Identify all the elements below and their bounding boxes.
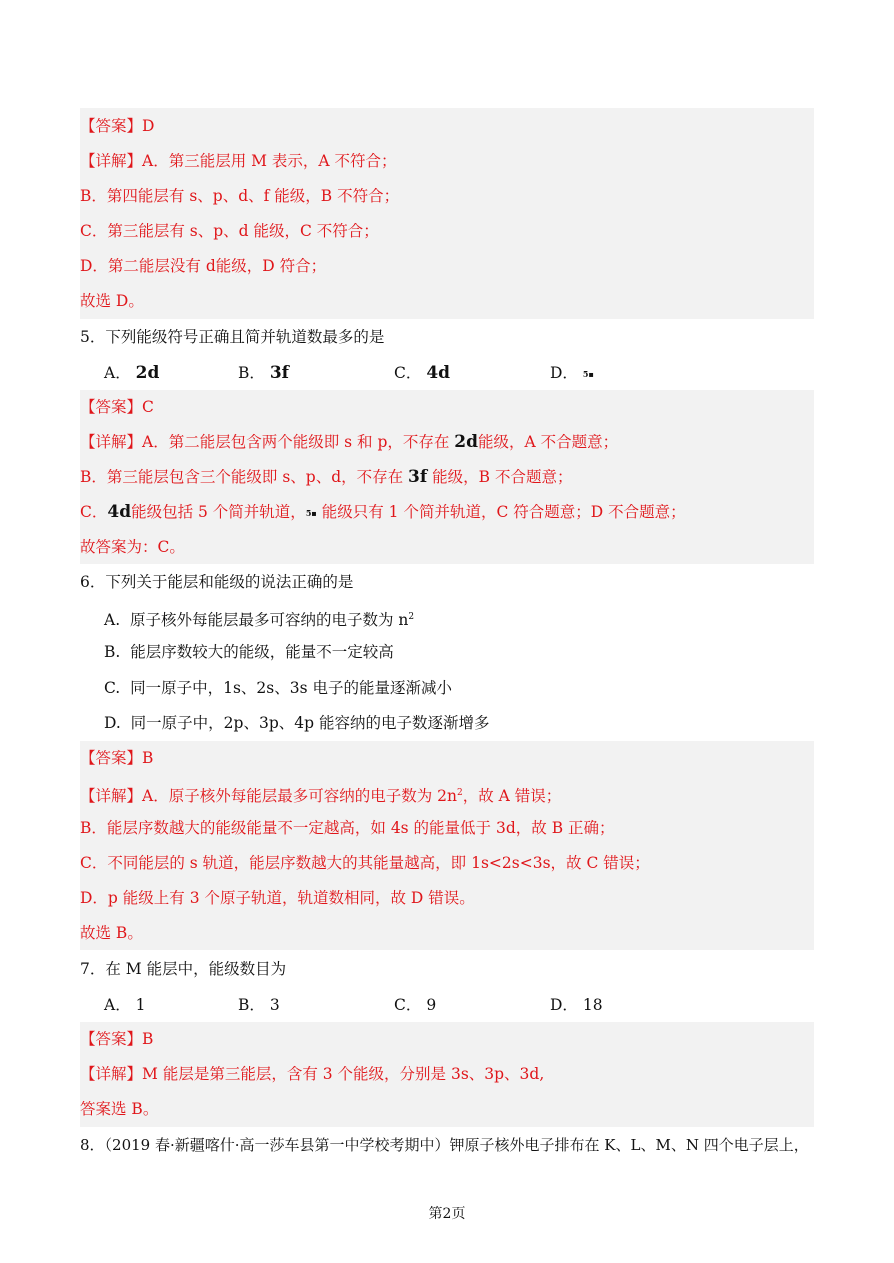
answer-value: B [142, 749, 154, 767]
q5-detail-line-3: C．4d能级包括 5 个简并轨道，5▪ 能级只有 1 个简并轨道，C 符合题意；D 不合题意； [80, 502, 686, 522]
detail-tag: 【详解】 [80, 152, 143, 170]
q6-option-a[interactable]: A. 原子核外每能层最多可容纳的电子数为 $n^2$ [104, 611, 415, 630]
q7-option-c[interactable]: C． 9 [394, 996, 437, 1014]
q5-option-d[interactable]: D． 5▪ [550, 364, 594, 382]
q7-option-d[interactable]: D． 18 [550, 996, 603, 1014]
q7-detail-line-1: 【详解】M 能层是第三能层，含有 3 个能级，分别是 3s、3p、3d, [80, 1065, 545, 1083]
answer-value: C [142, 398, 154, 416]
q6-detail-line-1: 【详解】A．原子核外每能层最多可容纳的电子数为 $2n^2$，故 A 错误； [80, 787, 562, 806]
q7-option-b[interactable]: B． 3 [238, 996, 280, 1014]
q6-option-b[interactable]: B. 能层序数较大的能级，能量不一定较高 [104, 643, 394, 661]
q7-conclusion: 答案选 B。 [80, 1100, 159, 1118]
q4-conclusion: 故选 D。 [80, 292, 144, 310]
q4-answer-block [80, 108, 814, 319]
q4-answer-line [80, 115, 154, 137]
answer-tag: 【答案】 [80, 117, 143, 135]
q6-conclusion: 故选 B。 [80, 924, 143, 942]
q4-detail-line-2: B．第四能层有 s、p、d、f 能级，B 不符合； [80, 187, 400, 205]
q6-option-c[interactable]: C. 同一原子中，1s、2s、3s 电子的能量逐渐减小 [104, 679, 452, 697]
q4-detail-line-3: C．第三能层有 s、p、d 能级，C 不符合； [80, 222, 379, 240]
q5-option-a[interactable]: A． 2d [104, 363, 160, 383]
q6-answer-block [80, 741, 814, 950]
page-number: 第2页 [428, 1206, 466, 1222]
answer-value: D [142, 117, 155, 135]
q4-detail-line-1: 【详解】A．第三能层用 M 表示，A 不符合； [80, 152, 397, 170]
q7-stem: 7．在 M 能层中，能级数目为 [80, 960, 287, 978]
q8-stem: 8．（2019 春·新疆喀什·高一莎车县第一中学校考期中）钾原子核外电子排布在 K、L、M、N 四个电子层上， [80, 1136, 809, 1154]
q6-option-d[interactable]: D. 同一原子中，2p、3p、4p 能容纳的电子数逐渐增多 [104, 714, 490, 732]
q6-detail-line-4: D．p 能级上有 3 个原子轨道，轨道数相同，故 D 错误。 [80, 889, 475, 907]
q5-option-b[interactable]: B． 3f [238, 363, 289, 383]
q5-answer-line: 【答案】C [80, 398, 154, 416]
q6-stem: 6．下列关于能层和能级的说法正确的是 [80, 573, 354, 591]
q5-stem: 5．下列能级符号正确且简并轨道数最多的是 [80, 328, 385, 346]
q7-answer-line: 【答案】B [80, 1030, 154, 1048]
q5-detail-line-2: B．第三能层包含三个能级即 s、p、d，不存在 3f 能级，B 不合题意； [80, 467, 573, 487]
q4-detail-line-4: D．第二能层没有 d能级，D 符合； [80, 257, 327, 275]
answer-value: B [142, 1030, 154, 1048]
q5-option-c[interactable]: C． 4d [394, 363, 451, 383]
q5-detail-line-1: 【详解】A．第二能层包含两个能级即 s 和 p，不存在 2d能级，A 不合题意； [80, 432, 619, 452]
q6-detail-line-2: B．能层序数越大的能级能量不一定越高，如 4s 的能量低于 3d，故 B 正确； [80, 819, 615, 837]
q6-detail-line-3: C．不同能层的 s 轨道，能层序数越大的其能量越高，即 1s<2s<3s，故 C 错误； [80, 854, 650, 872]
q5-conclusion: 故答案为：C。 [80, 538, 185, 556]
q6-answer-line: 【答案】B [80, 749, 154, 767]
q7-option-a[interactable]: A． 1 [104, 996, 146, 1014]
